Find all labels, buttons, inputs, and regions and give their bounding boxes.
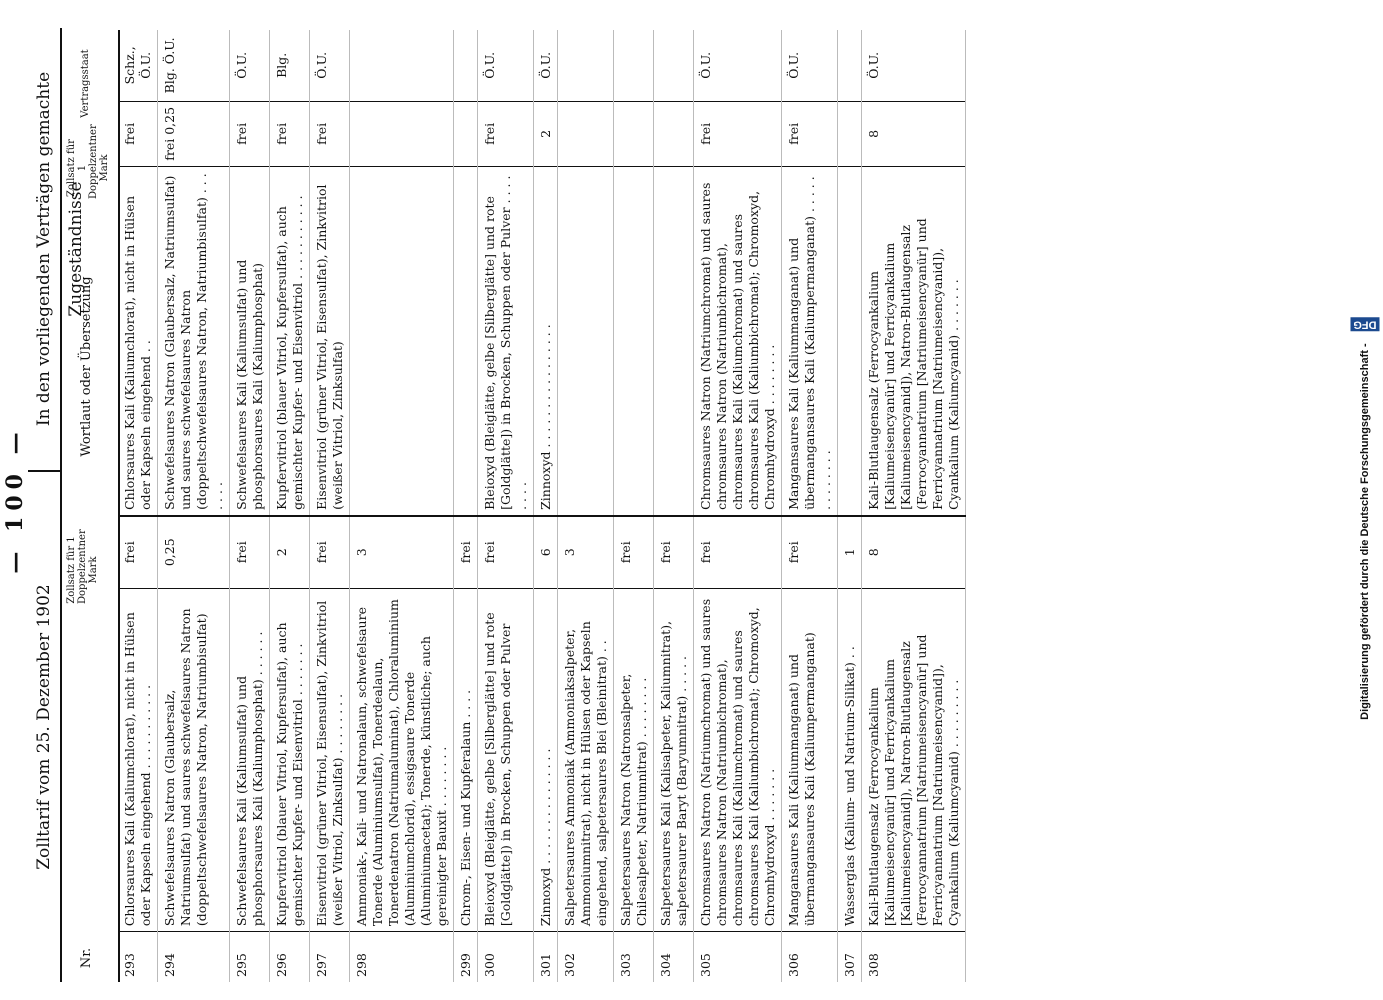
row-vertragsstaat (350, 30, 454, 101)
row-description: Mangansaures Kali (Kaliummanganat) und übermangansaures Kali (Kaliumpermanganat) (782, 588, 838, 932)
row-vertragsstaat: Ö.U. (230, 30, 270, 101)
row-vertragsstaat (654, 30, 694, 101)
row-vertragsstaat (454, 30, 478, 101)
row-number: 297 (310, 932, 350, 982)
column-header-row (60, 30, 120, 982)
row-number: 305 (694, 932, 782, 982)
row-description: Chlorsaures Kali (Kaliumchlorat), nicht in Hülsen oder Kapseln eingehend . . . . . . . . . . . (118, 588, 158, 932)
row-description: Salpetersaures Kali (Kalisalpeter, Kaliumnitrat), salpetersaurer Baryt (Baryumnitrat) . . . . . (654, 588, 694, 932)
row-duty: 8 (862, 516, 966, 588)
row-description: Bleioxyd (Bleiglätte, gelbe [Silberglätte] und rote [Goldglätte]) in Brocken, Schuppen oder Pulver (478, 588, 534, 932)
row-wortlaut: Mangansaures Kali (Kaliummanganat) und übermangansaures Kali (Kaliumpermanganat) . . . . . . . . . . . . . (782, 167, 838, 516)
row-zollsatz (654, 101, 694, 166)
row-zollsatz: 8 (862, 101, 966, 166)
row-description: Ammoniak-, Kali- und Natronalaun, schwefelsaure Tonerde (Aluminiumsulfat), Tonerdealaun, Tonerdenatron (Natriumaluminat), Chloraluminium (Aluminiumchlorid), essigsaure Tonerde (Aluminiumacetat); Tonerde, künstliche; auch gereinigter Bauxit . . . . . . . . (350, 588, 454, 932)
row-description: Eisenvitriol (grüner Vitriol, Eisensulfat), Zinkvitriol (weißer Vitriol, Zinksulfat) . . . . . . . . (310, 588, 350, 932)
row-duty: 6 (534, 516, 558, 588)
table-row (118, 30, 158, 982)
row-duty: frei (694, 516, 782, 588)
row-duty: 3 (558, 516, 614, 588)
table-row (534, 30, 558, 982)
row-vertragsstaat: Blg. (270, 30, 310, 101)
page-number: — 100 — (2, 426, 28, 574)
row-vertragsstaat: Ö.U. (310, 30, 350, 101)
row-wortlaut (350, 167, 454, 516)
row-zollsatz (350, 101, 454, 166)
row-wortlaut (614, 167, 654, 516)
tariff-table-frame (28, 30, 1328, 982)
row-wortlaut (838, 167, 862, 516)
row-number: 308 (862, 932, 966, 982)
row-description: Salpetersaures Natron (Natronsalpeter, Chilesalpeter, Natriumnitrat) . . . . . . . . (614, 588, 654, 932)
digitization-note (1355, 40, 1375, 990)
row-duty: frei (478, 516, 534, 588)
column-header-nr: Nr. (79, 947, 94, 969)
row-vertragsstaat (558, 30, 614, 101)
column-header-zollsatz: Zollsatz für 1 Doppelzentner Mark (66, 124, 110, 199)
row-zollsatz: frei (478, 101, 534, 166)
row-wortlaut: Zinnoxyd . . . . . . . . . . . . . . . . (534, 167, 558, 516)
tariff-table (118, 30, 966, 982)
row-vertragsstaat (614, 30, 654, 101)
row-duty: 2 (270, 516, 310, 588)
table-row (158, 30, 230, 982)
row-number: 304 (654, 932, 694, 982)
row-wortlaut (454, 167, 478, 516)
row-zollsatz: frei (230, 101, 270, 166)
row-duty: 1 (838, 516, 862, 588)
row-duty: frei (454, 516, 478, 588)
row-duty: 3 (350, 516, 454, 588)
row-vertragsstaat (838, 30, 862, 101)
row-number: 307 (838, 932, 862, 982)
table-row (454, 30, 478, 982)
table-row (350, 30, 454, 982)
row-description: Schwefelsaures Kali (Kaliumsulfat) und phosphorsaures Kali (Kaliumphosphat) . . . . . . (230, 588, 270, 932)
row-vertragsstaat: Schz., Ö.U. (118, 30, 158, 101)
row-number: 295 (230, 932, 270, 982)
row-number: 293 (118, 932, 158, 982)
row-number: 301 (534, 932, 558, 982)
table-row (478, 30, 534, 982)
row-zollsatz (558, 101, 614, 166)
row-number: 299 (454, 932, 478, 982)
column-header-vertragsstaat: Vertragsstaat (80, 49, 91, 118)
row-description: Schwefelsaures Natron (Glaubersalz, Natriumsulfat) und saures schwefelsaures Natron (doppeltschwefelsaures Natron, Natriumbisulfat) (158, 588, 230, 932)
row-number: 300 (478, 932, 534, 982)
row-vertragsstaat: Ö.U. (478, 30, 534, 101)
row-number: 306 (782, 932, 838, 982)
table-row (654, 30, 694, 982)
row-duty: frei (654, 516, 694, 588)
row-duty: frei (230, 516, 270, 588)
table-row (558, 30, 614, 982)
row-vertragsstaat: Blg. Ö.U. (158, 30, 230, 101)
row-vertragsstaat: Ö.U. (862, 30, 966, 101)
dfg-logo: DFG (1350, 318, 1379, 332)
row-zollsatz (838, 101, 862, 166)
row-zollsatz: frei (118, 101, 158, 166)
row-number: 296 (270, 932, 310, 982)
row-number: 302 (558, 932, 614, 982)
table-row (862, 30, 966, 982)
table-row (782, 30, 838, 982)
row-vertragsstaat: Ö.U. (694, 30, 782, 101)
row-zollsatz: frei (694, 101, 782, 166)
row-description: Chromsaures Natron (Natriumchromat) und saures chromsaures Natron (Natriumbichromat), chromsaures Kali (Kaliumchromat) und saures chromsaures Kali (Kaliumbichromat); Chromoxyd, Chromhydroxyd . . . . . . . (694, 588, 782, 932)
row-number: 298 (350, 932, 454, 982)
row-wortlaut (654, 167, 694, 516)
row-zollsatz (454, 101, 478, 166)
row-description: Kali-Blutlaugensalz (Ferrocyankalium [Kaliumeisencyanür] und Ferricyankalium [Kaliumeisencyanid]), Natron-Blutlaugensalz (Ferrocyannatrium [Natriumeisencyanür] und Ferricyannatrium [Natriumeisencyanid]), Cyankalium (Kaliumcyanid) . . . . . . . . . (862, 588, 966, 932)
row-description: Salpetersaures Ammoniak (Ammoniaksalpeter, Ammoniumnitrat), nicht in Hülsen oder Kapseln eingehend, salpetersaures Blei (Bleinitrat) . . (558, 588, 614, 932)
column-header-duty: Zollsatz für 1 Doppelzentner Mark (66, 529, 99, 604)
table-row (614, 30, 654, 982)
row-zollsatz: frei 0,25 (158, 101, 230, 166)
row-wortlaut: Bleioxyd (Bleiglätte, gelbe [Silberglätte] und rote [Goldglätte]) in Brocken, Schuppen oder Pulver . . . . . . . . (478, 167, 534, 516)
row-zollsatz: 2 (534, 101, 558, 166)
row-zollsatz: frei (270, 101, 310, 166)
row-wortlaut: Kali-Blutlaugensalz (Ferrocyankalium [Kaliumeisencyanür] und Ferricyankalium [Kaliumeisencyanid]), Natron-Blutlaugensalz (Ferrocyannatrium [Natriumeisencyanür] und Ferricyannatrium [Natriumeisencyanid]), Cyankalium (Kaliumcyanid) . . . . . . . (862, 167, 966, 516)
column-header-wortlaut: Wortlaut oder Übersetzung (79, 276, 94, 457)
row-wortlaut: Chromsaures Natron (Natriumchromat) und saures chromsaures Natron (Natriumbichromat), chromsaures Kali (Kaliumchromat) und saures chromsaures Kali (Kaliumbichromat); Chromoxyd, Chromhydroxyd . . . . . . . . (694, 167, 782, 516)
row-description: Zinnoxyd . . . . . . . . . . . . . . . (534, 588, 558, 932)
row-duty: frei (118, 516, 158, 588)
row-description: Wasserglas (Kalium- und Natrium-Silikat) . . (838, 588, 862, 932)
table-row (230, 30, 270, 982)
table-row (694, 30, 782, 982)
header-concessions: In den vorliegenden Verträgen gemachte Zugeständnisse (28, 28, 62, 472)
row-wortlaut: Schwefelsaures Kali (Kaliumsulfat) und phosphorsaures Kali (Kaliumphosphat) (230, 167, 270, 516)
row-duty: 0,25 (158, 516, 230, 588)
table-row (270, 30, 310, 982)
table-row (310, 30, 350, 982)
row-wortlaut: Eisenvitriol (grüner Vitriol, Eisensulfat), Zinkvitriol (weißer Vitriol, Zinksulfat) (310, 167, 350, 516)
row-duty: frei (614, 516, 654, 588)
row-zollsatz (614, 101, 654, 166)
row-description: Kupfervitriol (blauer Vitriol, Kupfersulfat), auch gemischter Kupfer- und Eisenvitriol . . . . . . . (270, 588, 310, 932)
row-duty: frei (310, 516, 350, 588)
header-tariff: Zolltarif vom 25. Dezember 1902 (28, 472, 62, 982)
row-number: 303 (614, 932, 654, 982)
row-vertragsstaat: Ö.U. (534, 30, 558, 101)
row-zollsatz: frei (310, 101, 350, 166)
row-wortlaut: Schwefelsaures Natron (Glaubersalz, Natriumsulfat) und saures schwefelsaures Natron (doppeltschwefelsaures Natron, Natriumbisulfat) . . . . . . . (158, 167, 230, 516)
row-wortlaut (558, 167, 614, 516)
row-number: 294 (158, 932, 230, 982)
row-zollsatz: frei (782, 101, 838, 166)
row-wortlaut: Chlorsaures Kali (Kaliumchlorat), nicht in Hülsen oder Kapseln eingehend . . (118, 167, 158, 516)
row-duty: frei (782, 516, 838, 588)
table-row (838, 30, 862, 982)
digitization-text: Digitalisierung gefördert durch die Deutsche Forschungsgemeinschaft - (1359, 343, 1371, 720)
row-description: Chrom-, Eisen- und Kupferalaun . . . . (454, 588, 478, 932)
row-wortlaut: Kupfervitriol (blauer Vitriol, Kupfersulfat), auch gemischter Kupfer- und Eisenvitriol . . . . . . . . . . . (270, 167, 310, 516)
row-vertragsstaat: Ö.U. (782, 30, 838, 101)
